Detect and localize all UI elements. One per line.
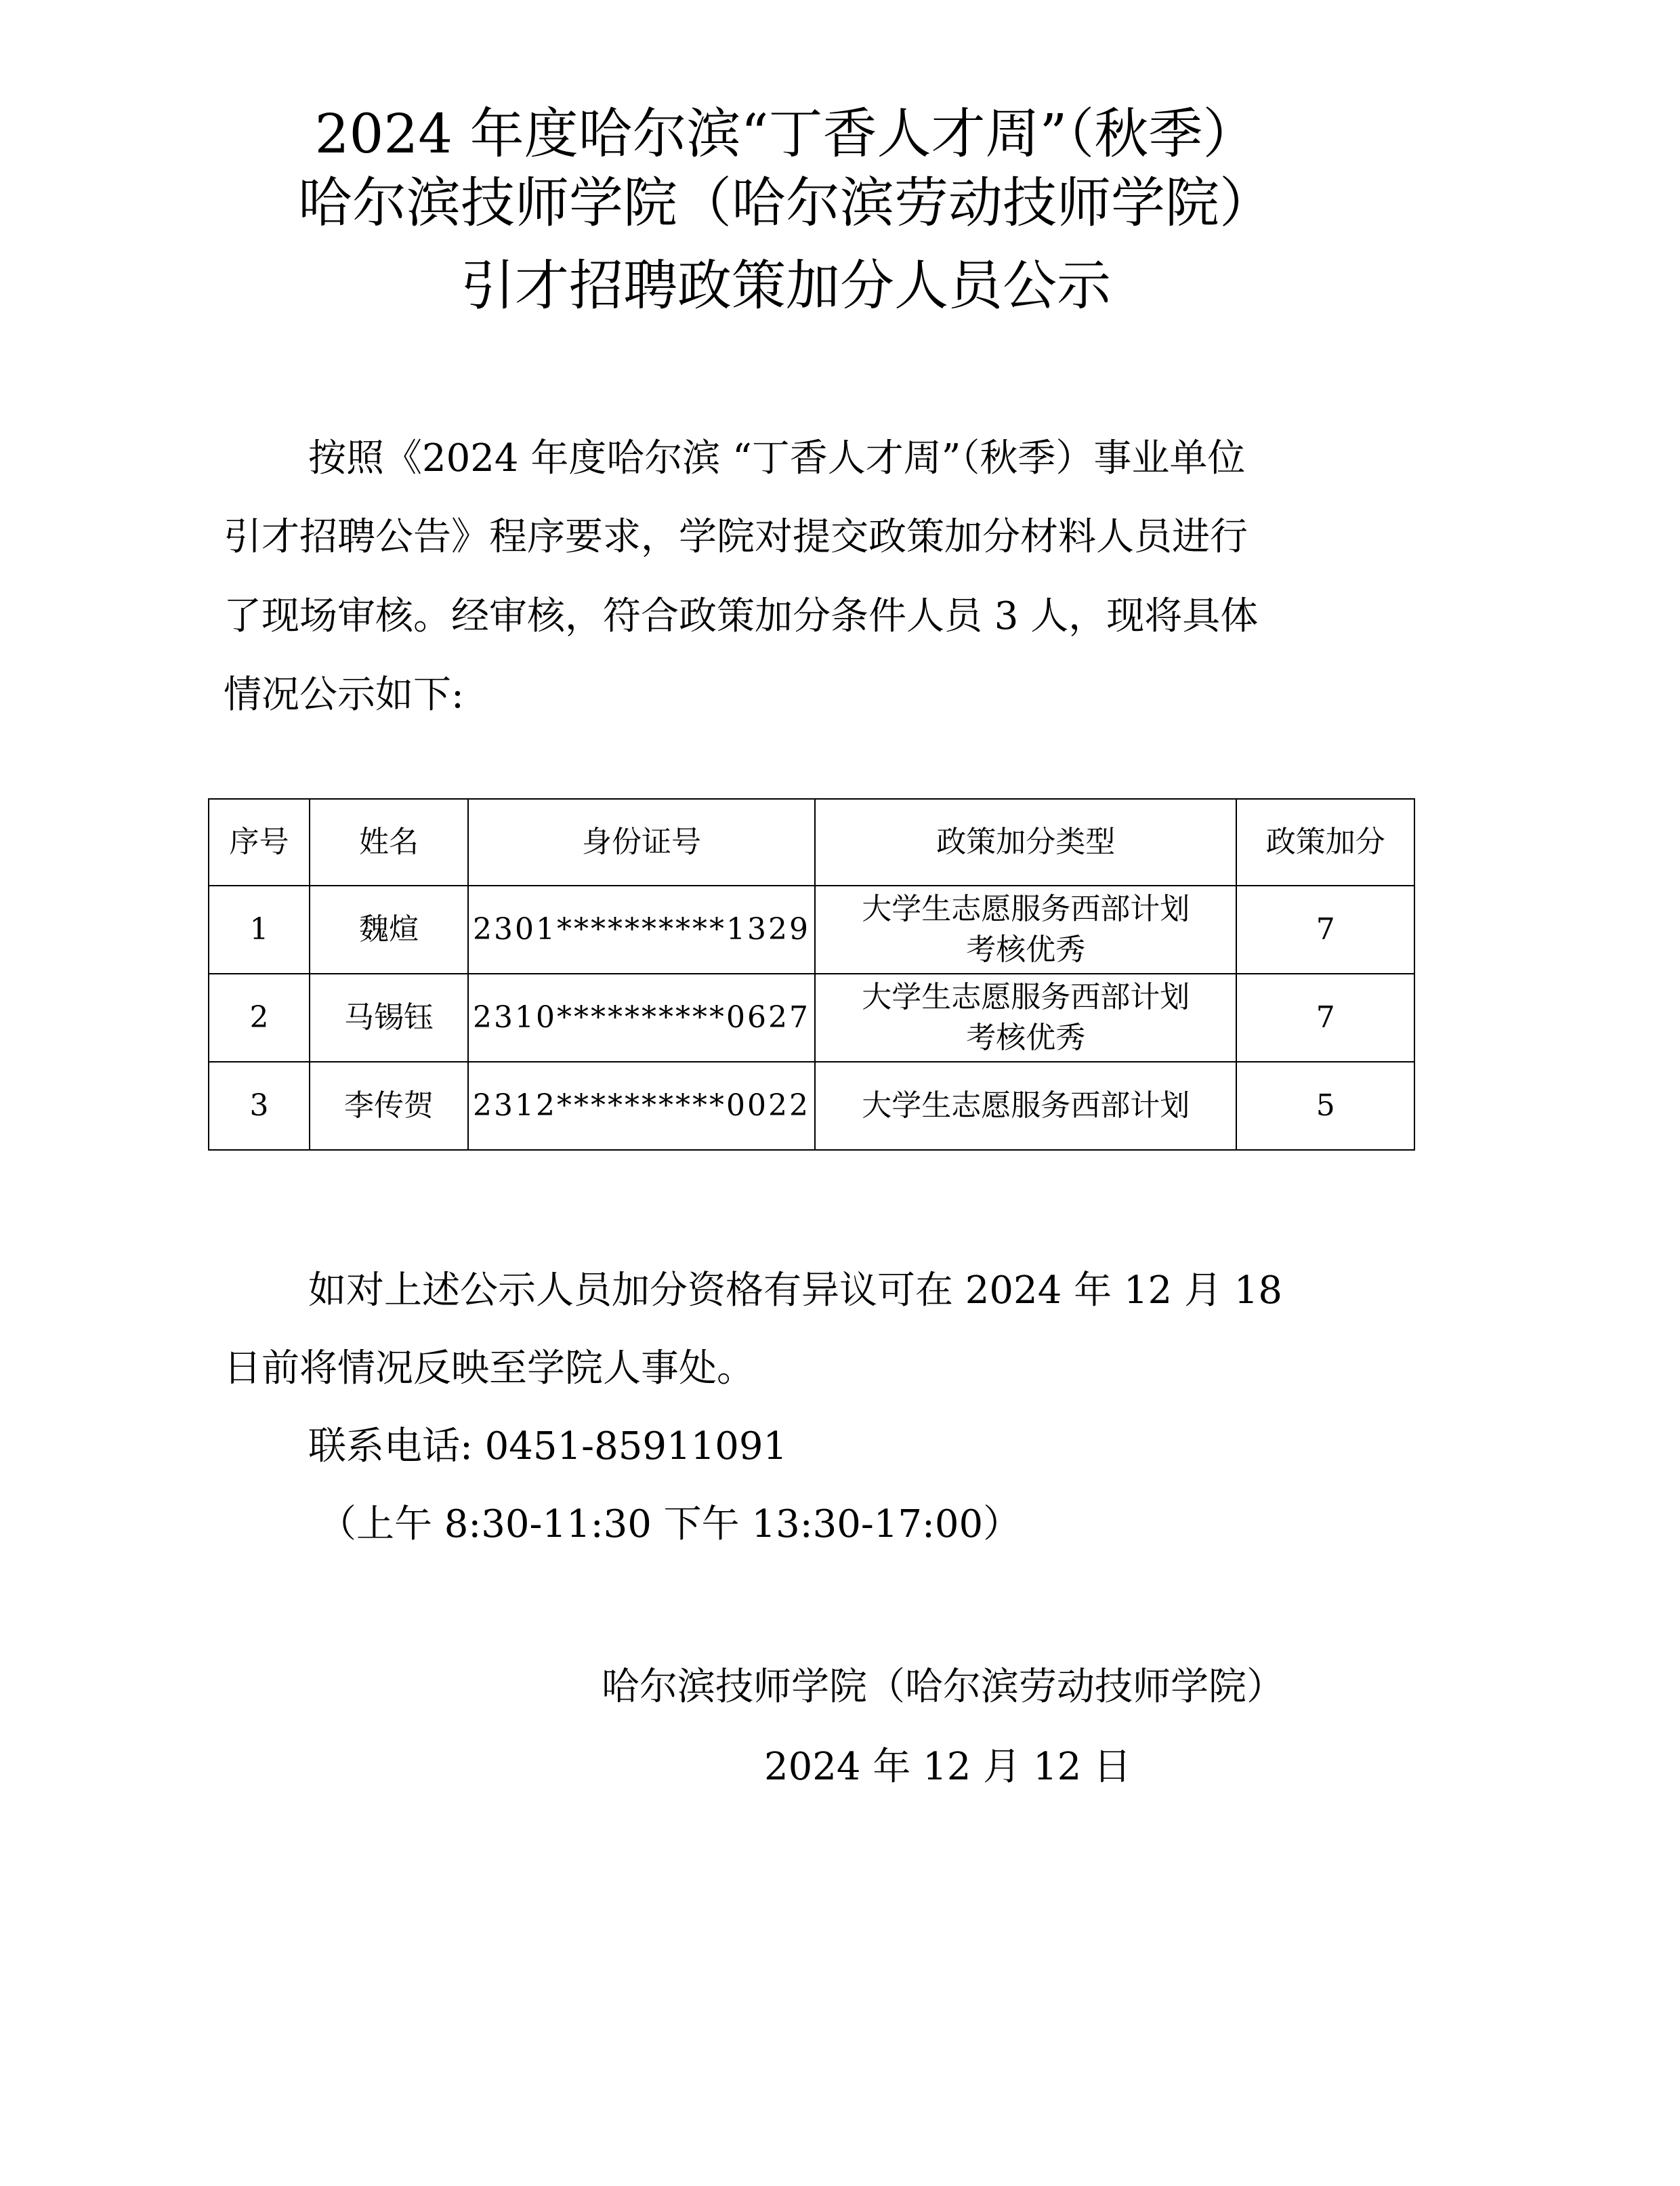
- contact-phone: 联系电话: 0451-85911091: [308, 1424, 788, 1468]
- table-row: [209, 1062, 1414, 1150]
- header-id-number: 身份证号: [468, 799, 815, 886]
- table-header-row: [209, 799, 1414, 886]
- cell-id-number: 2310**********0627: [468, 974, 815, 1062]
- cell-seq: 1: [209, 886, 310, 974]
- cell-name: 马锡钰: [310, 974, 468, 1062]
- header-name: 姓名: [310, 799, 468, 886]
- cell-score-type: [815, 974, 1236, 1062]
- intro-line-2: 引才招聘公告》程序要求，学院对提交政策加分材料人员进行: [224, 515, 1248, 559]
- cell-score-type: [815, 1062, 1236, 1150]
- table-row: [209, 974, 1414, 1062]
- header-seq: 序号: [209, 799, 310, 886]
- cell-score: 7: [1236, 974, 1414, 1062]
- contact-hours: （上午 8:30-11:30 下午 13:30-17:00）: [318, 1502, 1022, 1546]
- intro-line-1: 按照《2024 年度哈尔滨 “丁香人才周”（秋季）事业单位: [308, 436, 1246, 480]
- header-score: 政策加分: [1236, 799, 1414, 886]
- cell-score: 5: [1236, 1062, 1414, 1150]
- score-type-line-1: 大学生志愿服务西部计划: [862, 980, 1190, 1014]
- signature-organization: 哈尔滨技师学院（哈尔滨劳动技师学院）: [602, 1665, 1284, 1709]
- cell-id-number: 2312**********0022: [468, 1062, 815, 1150]
- score-type-line-1: 大学生志愿服务西部计划: [862, 892, 1190, 926]
- score-type-line-2: 考核优秀: [966, 1020, 1086, 1055]
- title-line-2: 哈尔滨技师学院（哈尔滨劳动技师学院）: [298, 171, 1274, 234]
- header-score-type: 政策加分类型: [815, 799, 1236, 886]
- cell-id-number: 2301**********1329: [468, 886, 815, 974]
- title-line-1: 2024 年度哈尔滨“丁香人才周”（秋季）: [314, 102, 1257, 165]
- cell-score-type: [815, 886, 1236, 974]
- signature-date: 2024 年 12 月 12 日: [764, 1745, 1132, 1789]
- cell-seq: 3: [209, 1062, 310, 1150]
- objection-line-2: 日前将情况反映至学院人事处。: [224, 1346, 755, 1390]
- cell-name: 魏煊: [310, 886, 468, 974]
- cell-score: 7: [1236, 886, 1414, 974]
- score-type-line-1: 大学生志愿服务西部计划: [862, 1088, 1190, 1123]
- intro-line-4: 情况公示如下:: [224, 673, 464, 717]
- table-row: [209, 886, 1414, 974]
- cell-seq: 2: [209, 974, 310, 1062]
- title-line-3: 引才招聘政策加分人员公示: [461, 254, 1111, 317]
- intro-line-3: 了现场审核。经审核，符合政策加分条件人员 3 人，现将具体: [224, 594, 1259, 638]
- objection-line-1: 如对上述公示人员加分资格有异议可在 2024 年 12 月 18: [308, 1269, 1283, 1313]
- score-type-line-2: 考核优秀: [966, 932, 1086, 967]
- cell-name: 李传贺: [310, 1062, 468, 1150]
- policy-score-table: [208, 798, 1415, 1151]
